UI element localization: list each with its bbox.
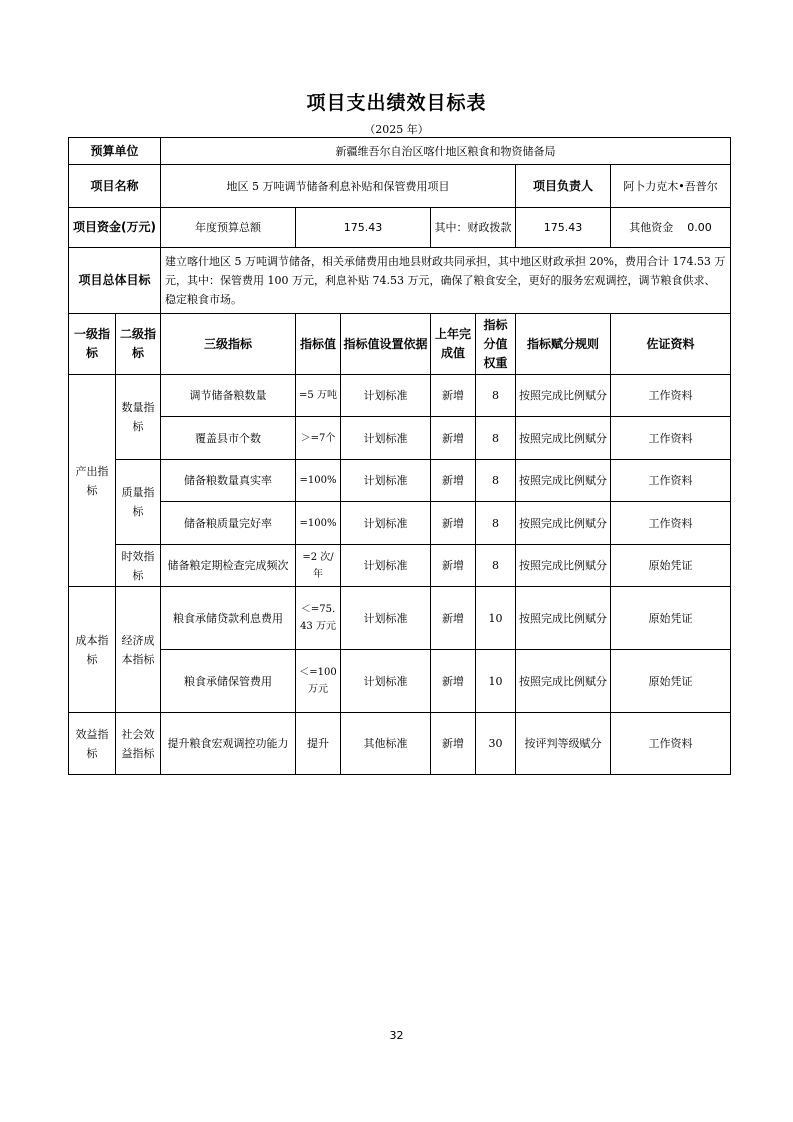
indicator-evidence: 原始凭证 xyxy=(611,545,731,587)
indicator-weight: 8 xyxy=(476,375,516,417)
indicator-weight: 30 xyxy=(476,713,516,775)
indicator-prev: 新增 xyxy=(431,545,476,587)
indicator-name: 调节储备粮数量 xyxy=(161,375,296,417)
indicator-name: 粮食承储保管费用 xyxy=(161,650,296,713)
indicator-rule: 按照完成比例赋分 xyxy=(516,650,611,713)
indicator-weight: 8 xyxy=(476,460,516,502)
indicator-name: 储备粮质量完好率 xyxy=(161,502,296,545)
project-name-row xyxy=(69,165,731,208)
page-number: 32 xyxy=(389,1029,404,1042)
indicator-name: 粮食承储贷款利息费用 xyxy=(161,587,296,650)
indicator-weight: 10 xyxy=(476,587,516,650)
indicator-rule: 按照完成比例赋分 xyxy=(516,375,611,417)
budget-unit-row xyxy=(69,138,731,165)
indicator-value: =100% xyxy=(296,460,341,502)
indicator-value: 提升 xyxy=(296,713,341,775)
indicator-prev: 新增 xyxy=(431,713,476,775)
goal-label: 项目总体目标 xyxy=(69,248,161,314)
indicator-basis: 计划标准 xyxy=(341,417,431,460)
indicator-prev: 新增 xyxy=(431,502,476,545)
table-row xyxy=(69,502,731,545)
indicator-name: 储备粮数量真实率 xyxy=(161,460,296,502)
group-cost: 成本指标 xyxy=(69,587,116,713)
table-row xyxy=(69,417,731,460)
indicator-value: ＜=100万元 xyxy=(296,650,341,713)
header-level1: 一级指标 xyxy=(69,314,116,375)
indicator-value: =100% xyxy=(296,502,341,545)
indicator-prev: 新增 xyxy=(431,417,476,460)
indicator-evidence: 工作资料 xyxy=(611,502,731,545)
indicator-weight: 10 xyxy=(476,650,516,713)
indicator-evidence: 原始凭证 xyxy=(611,587,731,650)
indicator-evidence: 工作资料 xyxy=(611,417,731,460)
table-row xyxy=(69,587,731,650)
indicator-basis: 计划标准 xyxy=(341,375,431,417)
indicator-rule: 按照完成比例赋分 xyxy=(516,417,611,460)
indicator-evidence: 工作资料 xyxy=(611,713,731,775)
header-evidence: 佐证资料 xyxy=(611,314,731,375)
annual-budget-value: 175.43 xyxy=(296,208,431,248)
header-level2: 二级指标 xyxy=(116,314,161,375)
group-social: 社会效益指标 xyxy=(116,713,161,775)
other-funds-value xyxy=(611,208,731,248)
group-quality: 质量指标 xyxy=(116,460,161,545)
page-title: 项目支出绩效目标表 xyxy=(306,92,487,114)
indicator-weight: 8 xyxy=(476,545,516,587)
indicator-basis: 计划标准 xyxy=(341,650,431,713)
goal-text: 建立喀什地区 5 万吨调节储备，相关承储费用由地县财政共同承担，其中地区财政承担 20%，费用合计 174.53 万元，其中：保管费用 100 万元，利息补贴 74.53 万元，确保了粮食安全，更好的服务宏观调控，调节粮食供求、稳定粮食市场。 xyxy=(161,248,731,314)
indicator-name: 储备粮定期检查完成频次 xyxy=(161,545,296,587)
indicator-weight: 8 xyxy=(476,502,516,545)
project-name-label: 项目名称 xyxy=(69,165,161,208)
indicator-rule: 按照完成比例赋分 xyxy=(516,502,611,545)
indicator-prev: 新增 xyxy=(431,650,476,713)
indicator-basis: 其他标准 xyxy=(341,713,431,775)
table-row xyxy=(69,713,731,775)
header-value: 指标值 xyxy=(296,314,341,375)
indicator-value: ＜=75.43 万元 xyxy=(296,587,341,650)
indicator-prev: 新增 xyxy=(431,375,476,417)
header-basis: 指标值设置依据 xyxy=(341,314,431,375)
project-name-value: 地区 5 万吨调节储备利息补贴和保管费用项目 xyxy=(161,165,516,208)
year-label: （2025 年） xyxy=(364,123,429,136)
group-timeliness: 时效指标 xyxy=(116,545,161,587)
funds-label: 项目资金(万元) xyxy=(69,208,161,248)
table-row xyxy=(69,460,731,502)
indicator-evidence: 原始凭证 xyxy=(611,650,731,713)
other-funds-label: 其他资金 xyxy=(629,221,674,234)
table-row xyxy=(69,650,731,713)
group-output: 产出指标 xyxy=(69,375,116,587)
budget-unit-label: 预算单位 xyxy=(69,138,161,165)
indicator-prev: 新增 xyxy=(431,460,476,502)
project-leader-label: 项目负责人 xyxy=(516,165,611,208)
indicator-basis: 计划标准 xyxy=(341,502,431,545)
other-funds-amount: 0.00 xyxy=(687,221,712,234)
indicator-basis: 计划标准 xyxy=(341,587,431,650)
indicator-weight: 8 xyxy=(476,417,516,460)
performance-table xyxy=(68,137,731,775)
indicator-value: =5 万吨 xyxy=(296,375,341,417)
indicator-basis: 计划标准 xyxy=(341,545,431,587)
indicator-rule: 按照完成比例赋分 xyxy=(516,545,611,587)
annual-budget-label: 年度预算总额 xyxy=(161,208,296,248)
group-econ-cost: 经济成本指标 xyxy=(116,587,161,713)
header-prev: 上年完成值 xyxy=(431,314,476,375)
table-row xyxy=(69,545,731,587)
indicator-evidence: 工作资料 xyxy=(611,375,731,417)
project-leader-value: 阿卜力克木•吾普尔 xyxy=(611,165,731,208)
indicator-rule: 按评判等级赋分 xyxy=(516,713,611,775)
fiscal-value: 175.43 xyxy=(516,208,611,248)
table-row xyxy=(69,375,731,417)
budget-unit-value: 新疆维吾尔自治区喀什地区粮食和物资储备局 xyxy=(161,138,731,165)
header-rule: 指标赋分规则 xyxy=(516,314,611,375)
header-row xyxy=(69,314,731,375)
group-quantity: 数量指标 xyxy=(116,375,161,460)
header-level3: 三级指标 xyxy=(161,314,296,375)
indicator-rule: 按照完成比例赋分 xyxy=(516,587,611,650)
indicator-prev: 新增 xyxy=(431,587,476,650)
indicator-rule: 按照完成比例赋分 xyxy=(516,460,611,502)
fiscal-label: 其中：财政拨款 xyxy=(431,208,516,248)
indicator-basis: 计划标准 xyxy=(341,460,431,502)
goal-row xyxy=(69,248,731,314)
indicator-name: 覆盖县市个数 xyxy=(161,417,296,460)
indicator-evidence: 工作资料 xyxy=(611,460,731,502)
funds-row xyxy=(69,208,731,248)
header-weight: 指标分值权重 xyxy=(476,314,516,375)
indicator-value: ＞=7个 xyxy=(296,417,341,460)
group-benefit: 效益指标 xyxy=(69,713,116,775)
indicator-name: 提升粮食宏观调控功能力 xyxy=(161,713,296,775)
indicator-value: =2 次/年 xyxy=(296,545,341,587)
